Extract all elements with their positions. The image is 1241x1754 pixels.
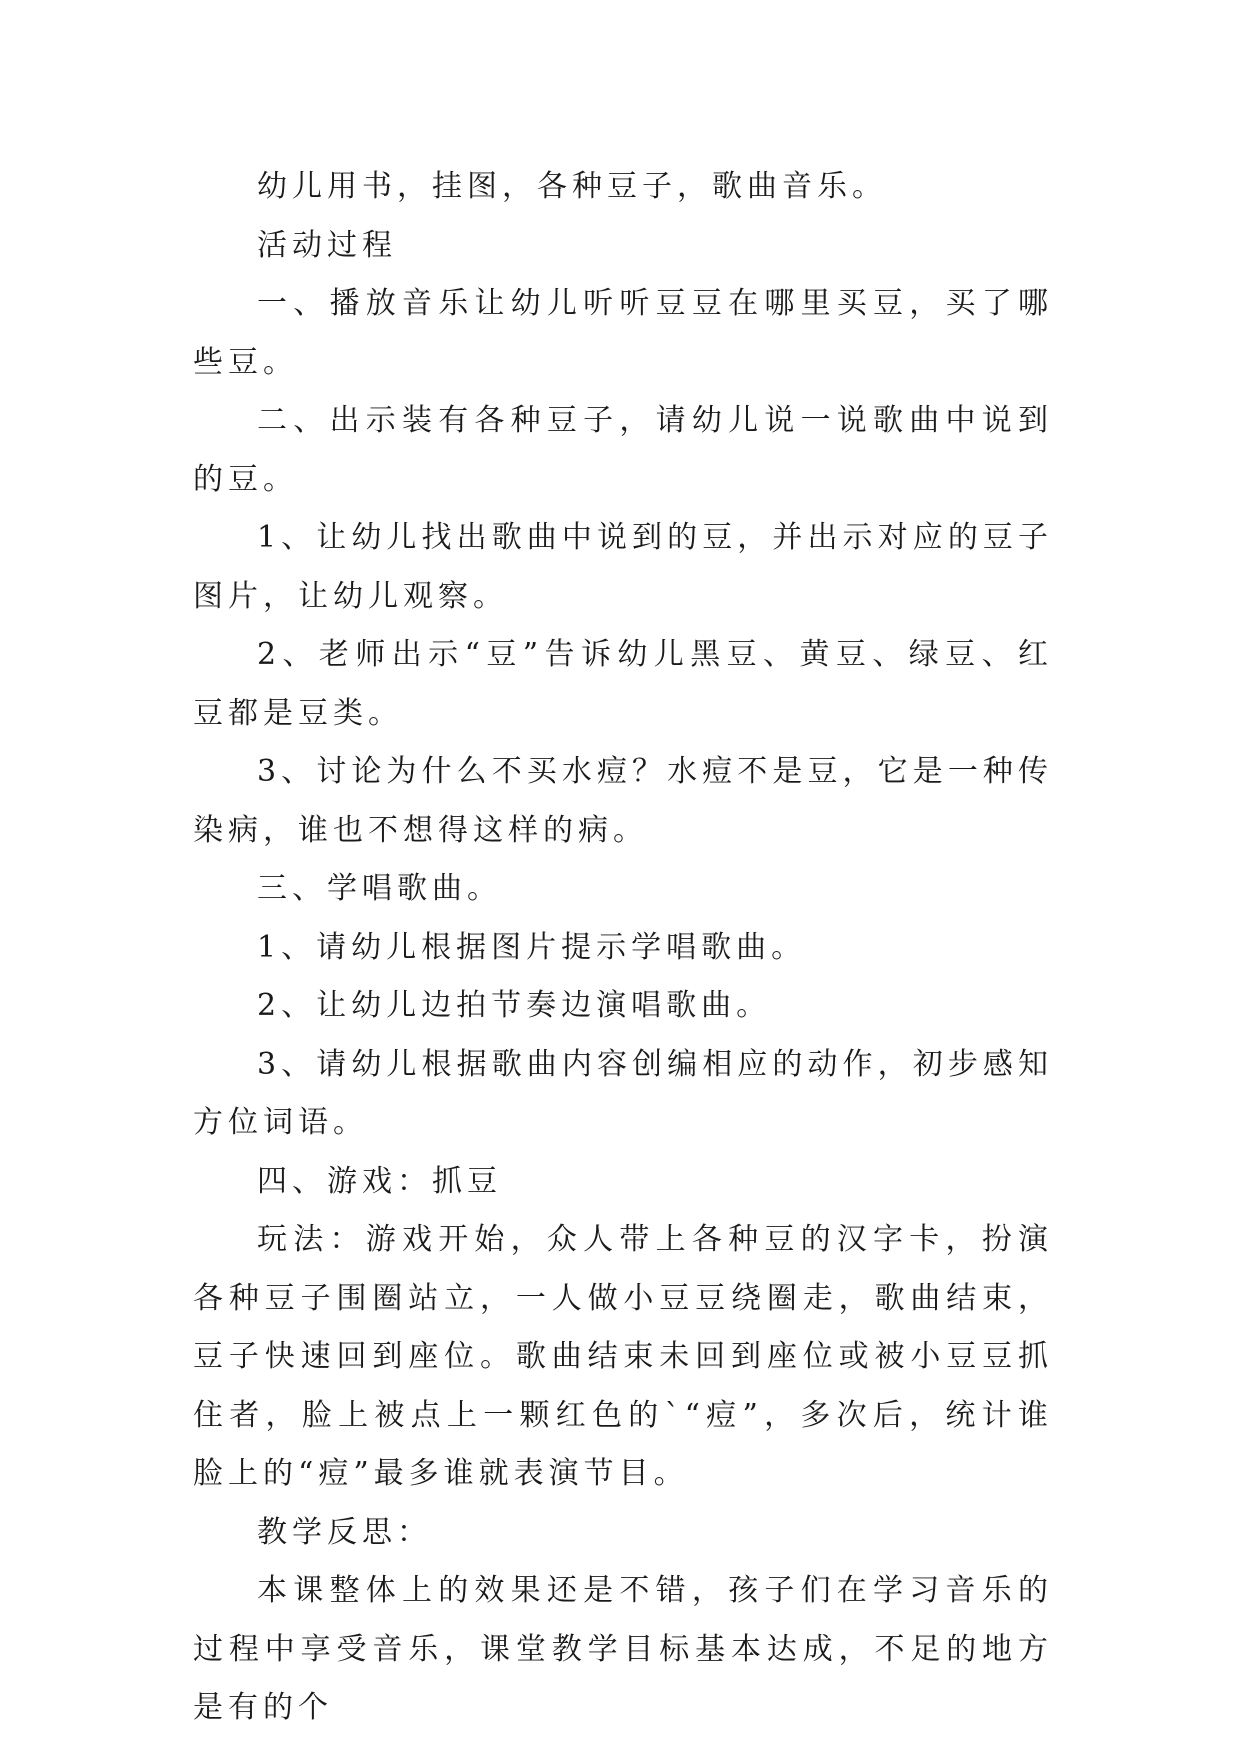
paragraph-step-four: 四、游戏：抓豆 xyxy=(257,1163,502,1199)
paragraph-step-three-1: 1、请幼儿根据图片提示学唱歌曲。 xyxy=(257,929,807,965)
paragraph-reflection: 本课整体上的效果还是不错，孩子们在学习音乐的过程中享受音乐，课堂教学目标基本达成，不足的地方是有的个 xyxy=(193,1573,1053,1725)
paragraph-step-two: 二、出示装有各种豆子，请幼儿说一说歌曲中说到的豆。 xyxy=(193,403,1053,497)
paragraph-step-two-1: 1、让幼儿找出歌曲中说到的豆，并出示对应的豆子图片，让幼儿观察。 xyxy=(193,520,1053,614)
heading-teaching-reflection: 教学反思： xyxy=(257,1514,432,1550)
heading-activity-process: 活动过程 xyxy=(257,227,397,263)
paragraph-step-one: 一、播放音乐让幼儿听听豆豆在哪里买豆，买了哪些豆。 xyxy=(193,286,1053,380)
paragraph-materials: 幼儿用书，挂图，各种豆子，歌曲音乐。 xyxy=(257,169,887,204)
paragraph-step-three-3: 3、请幼儿根据歌曲内容创编相应的动作，初步感知方位词语。 xyxy=(193,1046,1053,1140)
paragraph-step-three: 三、学唱歌曲。 xyxy=(257,871,502,906)
paragraph-step-three-2: 2、让幼儿边拍节奏边演唱歌曲。 xyxy=(257,988,772,1023)
paragraph-step-two-2: 2、老师出示“豆”告诉幼儿黑豆、黄豆、绿豆、红豆都是豆类。 xyxy=(193,637,1053,731)
paragraph-step-two-3: 3、讨论为什么不买水痘？水痘不是豆，它是一种传染病，谁也不想得这样的病。 xyxy=(193,754,1053,848)
paragraph-game-rules: 玩法：游戏开始，众人带上各种豆的汉字卡，扮演各种豆子围圈站立，一人做小豆豆绕圈走，歌曲结束，豆子快速回到座位。歌曲结束未回到座位或被小豆豆抓住者，脸上被点上一颗红色的`“痘”，多次后，统计谁脸上的“痘”最多谁就表演节目。 xyxy=(193,1222,1053,1491)
document-body xyxy=(193,158,1053,1738)
